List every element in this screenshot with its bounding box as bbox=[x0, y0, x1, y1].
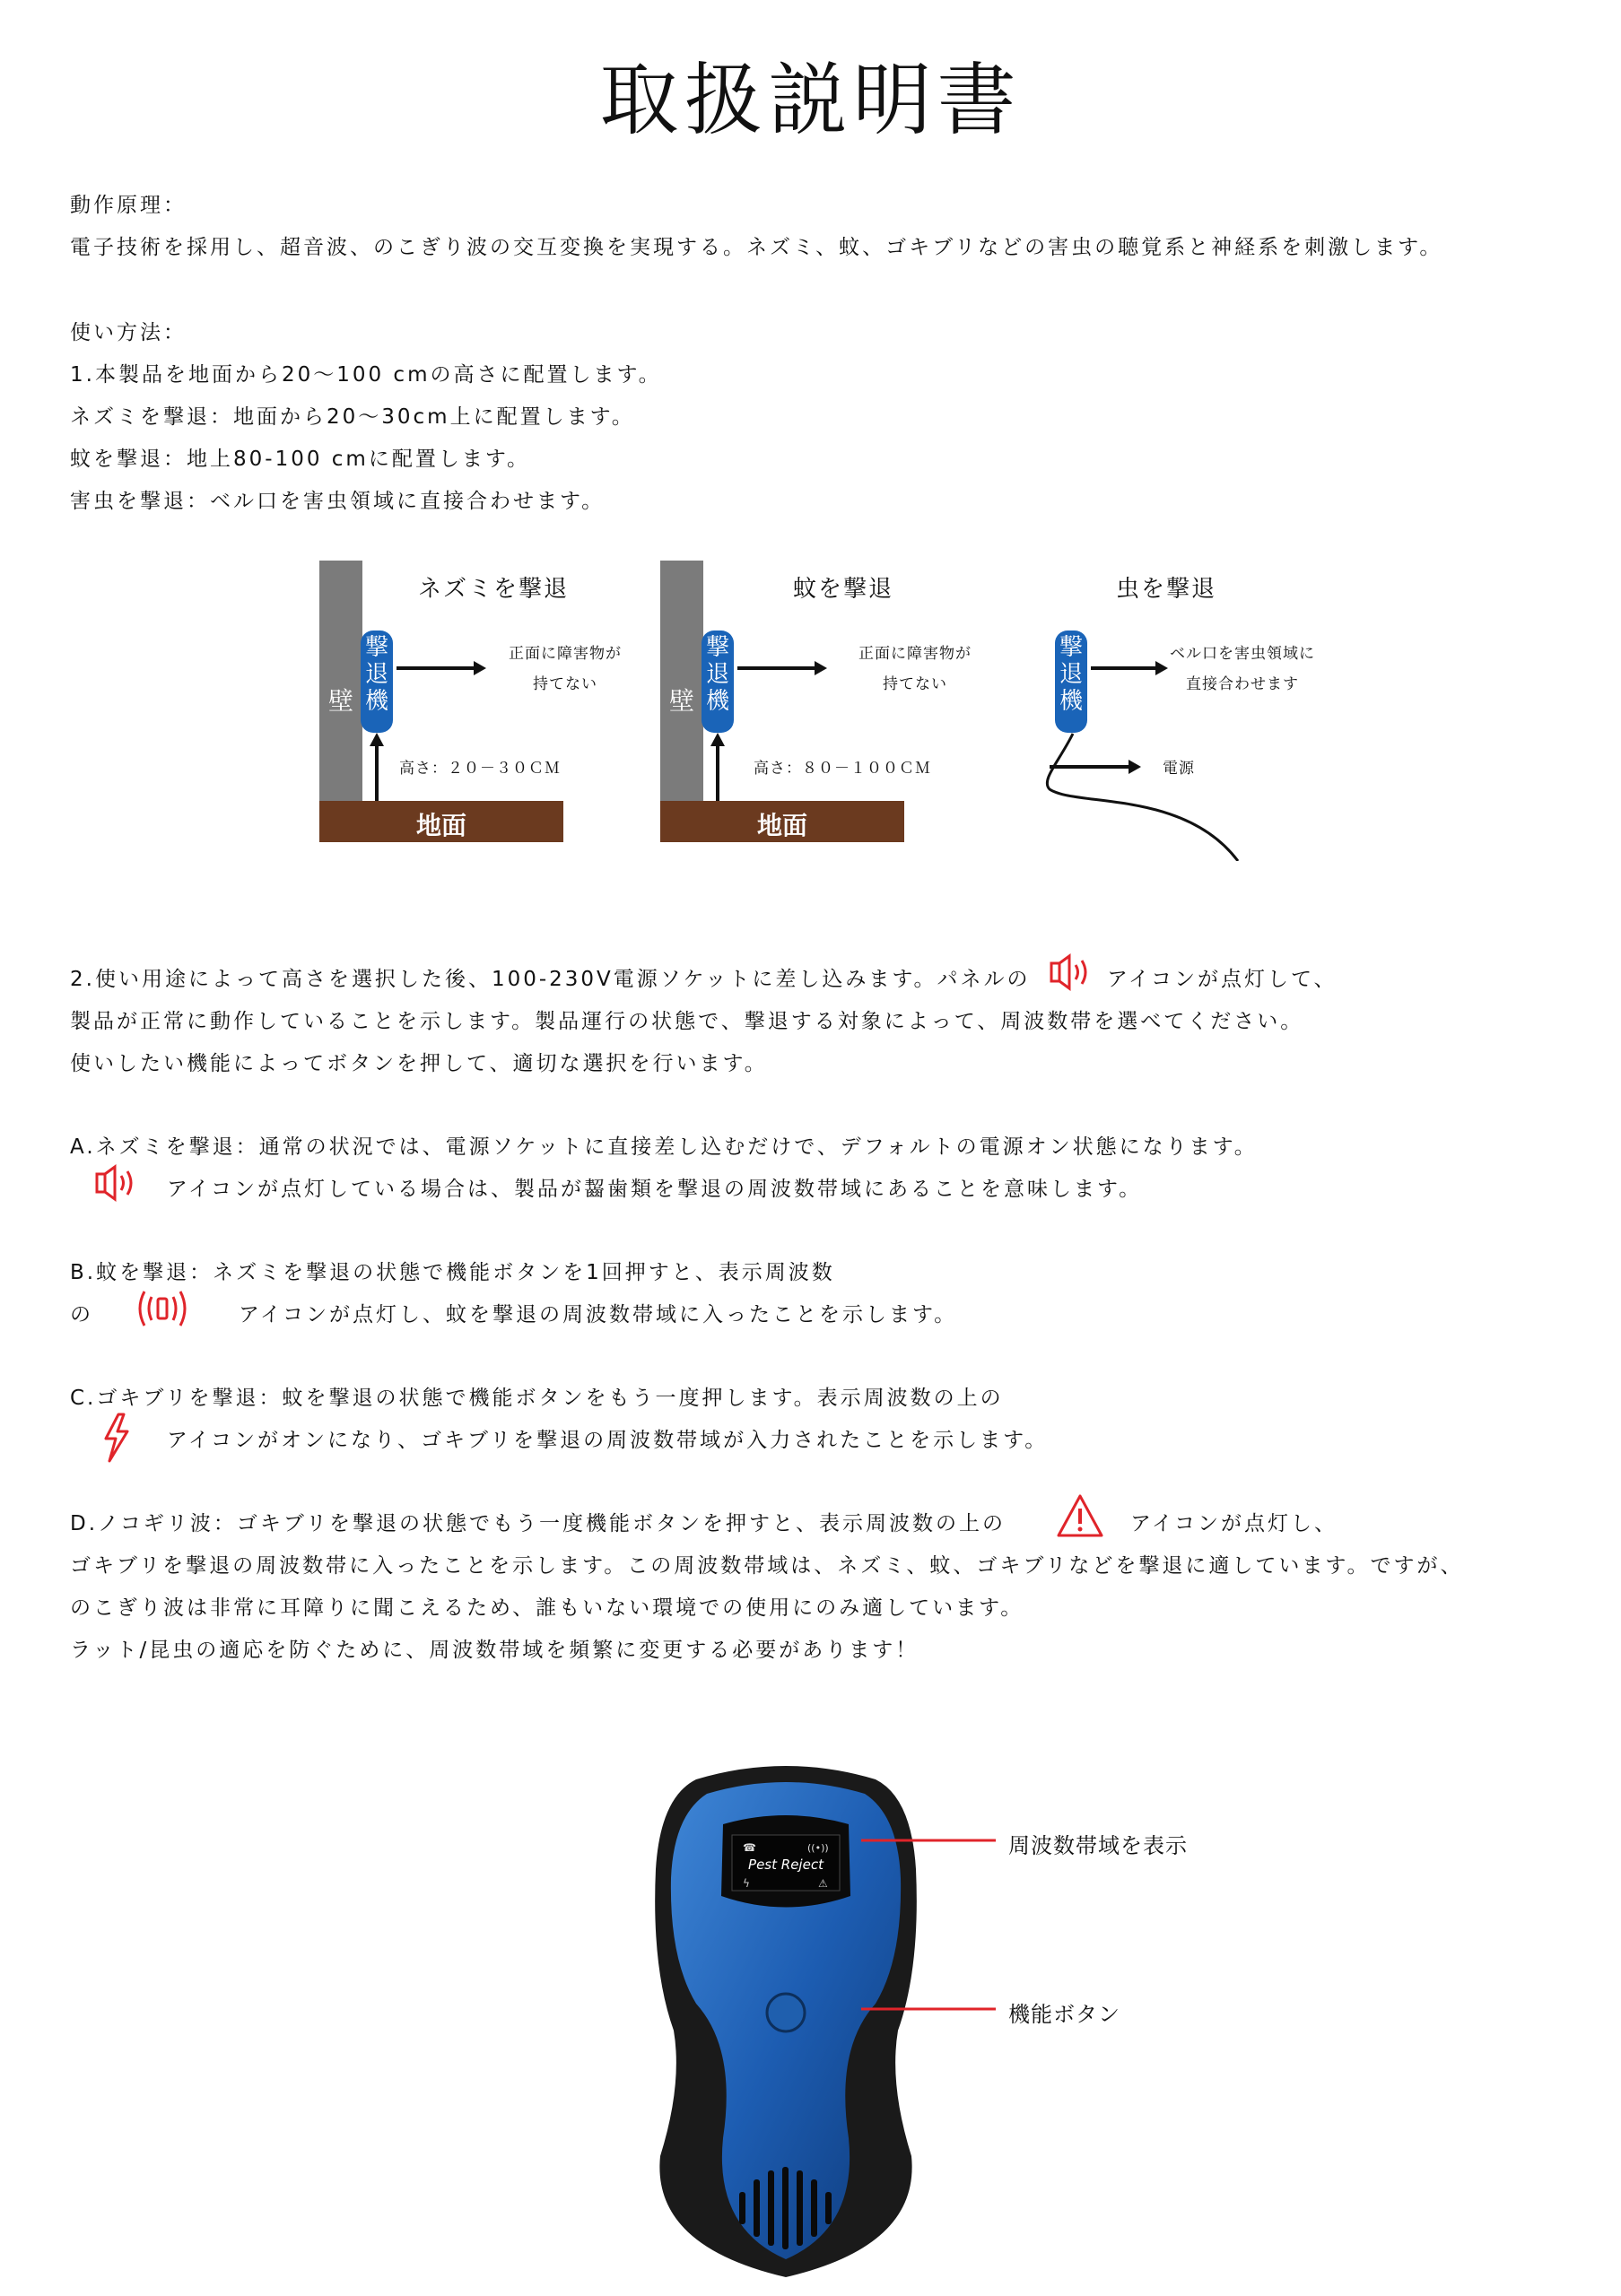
diagram-insect-note1: ベル口を害虫領域に bbox=[1170, 645, 1315, 663]
speaker-icon bbox=[1048, 952, 1098, 992]
ground-label: 地面 bbox=[415, 811, 466, 840]
mode-b-line2a: の bbox=[70, 1303, 93, 1326]
page-title: 取扱説明書 bbox=[599, 54, 1022, 146]
mode-a-line1: A.ネズミを撃退：通常の状況では、電源ソケットに直接差し込むだけで、デフォルトの電源オン状態になります。 bbox=[70, 1135, 1258, 1159]
step2-line1a: 2.使い用途によって高さを選択した後、100-230V電源ソケットに差し込みます。パネルの bbox=[70, 968, 1031, 991]
arrows bbox=[660, 561, 911, 848]
diagram-rat bbox=[319, 561, 571, 848]
usage-line-2: ネズミを撃退：地面から20〜30cm上に配置します。 bbox=[70, 405, 635, 429]
diagram-mosquito-height: 高さ：８０－１００ＣＭ bbox=[754, 760, 931, 778]
diagram-mosquito bbox=[660, 561, 911, 848]
diagram-mosquito-note1: 正面に障害物が bbox=[858, 645, 972, 663]
screen-icons: ☎ bbox=[743, 1841, 756, 1854]
mode-b-line2b: アイコンが点灯し、蚊を撃退の周波数帯域に入ったことを示します。 bbox=[239, 1303, 958, 1326]
mode-d-line4: ラット/昆虫の適応を防ぐために、周波数帯域を頻繁に変更する必要があります！ bbox=[70, 1639, 919, 1662]
diagram-rat-note1: 正面に障害物が bbox=[509, 645, 622, 663]
lightning-icon bbox=[99, 1412, 135, 1464]
device-label: 撃退機 bbox=[361, 631, 393, 733]
device-label: 撃退機 bbox=[702, 631, 734, 733]
callout-display: 周波数帯域を表示 bbox=[1008, 1833, 1188, 1858]
svg-text:ϟ: ϟ bbox=[743, 1877, 750, 1890]
usage-line-1: 1.本製品を地面から20〜100 cmの高さに配置します。 bbox=[70, 363, 662, 387]
svg-text:((•)): ((•)) bbox=[807, 1842, 829, 1854]
principle-heading: 動作原理： bbox=[70, 194, 187, 217]
diagram-rat-note2: 持てない bbox=[533, 675, 597, 693]
diagram-mosquito-title: 蚊を撃退 bbox=[792, 576, 893, 603]
callout-lines bbox=[861, 1830, 1005, 2045]
callout-button: 機能ボタン bbox=[1008, 2002, 1120, 2027]
arrows bbox=[319, 561, 571, 848]
step2-line1b: アイコンが点灯して、 bbox=[1107, 968, 1338, 991]
diagram-insect-title: 虫を撃退 bbox=[1115, 576, 1216, 603]
diagram-insect-power: 電源 bbox=[1163, 760, 1195, 778]
usage-line-3: 蚊を撃退：地上80-100 cmに配置します。 bbox=[70, 448, 530, 471]
usage-line-4: 害虫を撃退：ベル口を害虫領域に直接合わせます。 bbox=[70, 490, 606, 513]
mode-d-line2: ゴキブリを撃退の周波数帯に入ったことを示します。この周波数帯域は、ネズミ、蚊、ゴキブリなどを撃退に適しています。ですが、 bbox=[70, 1554, 1464, 1578]
wall-label: 壁 bbox=[669, 686, 695, 716]
mode-c-line2: アイコンがオンになり、ゴキブリを撃退の周波数帯域が入力されたことを示します。 bbox=[167, 1429, 1049, 1452]
screen-text: Pest Reject bbox=[748, 1857, 824, 1873]
mode-c-line1: C.ゴキブリを撃退：蚊を撃退の状態で機能ボタンをもう一度押します。表示周波数の上の bbox=[70, 1387, 1004, 1410]
speaker-icon bbox=[93, 1163, 144, 1203]
ground-label: 地面 bbox=[756, 811, 807, 840]
vibration-icon bbox=[131, 1283, 194, 1335]
mode-a-line2: アイコンが点灯している場合は、製品が齧歯類を撃退の周波数帯域にあることを意味します。 bbox=[167, 1178, 1143, 1201]
diagram-mosquito-note2: 持てない bbox=[883, 675, 947, 693]
wall-label: 壁 bbox=[328, 686, 354, 716]
mode-d-line1b: アイコンが点灯し、 bbox=[1130, 1512, 1338, 1535]
diagram-rat-title: ネズミを撃退 bbox=[417, 576, 569, 603]
mode-b-line1: B.蚊を撃退：ネズミを撃退の状態で機能ボタンを1回押すと、表示周波数 bbox=[70, 1261, 835, 1284]
mode-d-line1a: D.ノコギリ波：ゴキブリを撃退の状態でもう一度機能ボタンを押すと、表示周波数の上の bbox=[70, 1512, 1006, 1535]
step2-line2: 製品が正常に動作していることを示します。製品運行の状態で、撃退する対象によって、周波数帯を選べてください。 bbox=[70, 1010, 1304, 1033]
principle-text: 電子技術を採用し、超音波、のこぎり波の交互変換を実現する。ネズミ、蚊、ゴキブリなどの害虫の聴覚系と神経系を刺激します。 bbox=[70, 236, 1443, 259]
step2-line3: 使いしたい機能によってボタンを押して、適切な選択を行います。 bbox=[70, 1052, 768, 1075]
mode-d-line3: のこぎり波は非常に耳障りに聞こえるため、誰もいない環境での使用にのみ適しています。 bbox=[70, 1596, 1024, 1620]
device-label: 撃退機 bbox=[1055, 631, 1087, 733]
function-button[interactable] bbox=[767, 1994, 805, 2031]
svg-text:⚠: ⚠ bbox=[818, 1877, 828, 1890]
diagram-insect-note2: 直接合わせます bbox=[1186, 675, 1299, 693]
usage-heading: 使い方法： bbox=[70, 321, 187, 344]
diagram-rat-height: 高さ：２０－３０ＣＭ bbox=[399, 760, 561, 778]
warning-icon bbox=[1055, 1492, 1105, 1539]
